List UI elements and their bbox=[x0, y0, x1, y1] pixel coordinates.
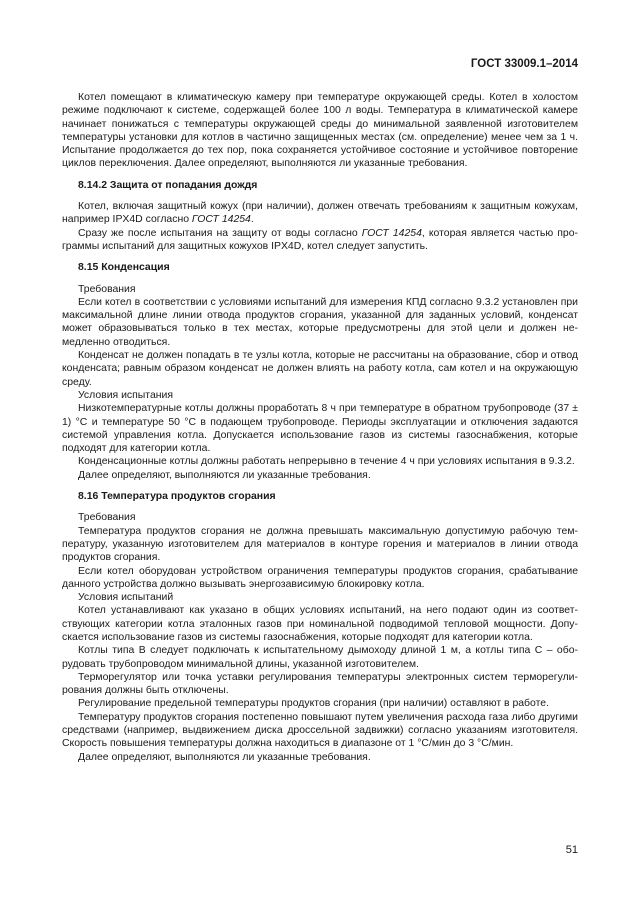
text-segment: Далее определяют, выполняются ли указанные требования. bbox=[78, 469, 371, 481]
page-number: 51 bbox=[565, 844, 578, 856]
text-segment: Требования bbox=[78, 283, 136, 295]
text-segment: Требования bbox=[78, 512, 136, 524]
paragraph bbox=[62, 455, 578, 468]
text-segment: Далее определяют, выполняются ли указанные требования. bbox=[78, 751, 371, 763]
text-segment: Терморегулятор или точка уставки регулирования температуры электронных систем терморегулирования должны быть отключены. bbox=[62, 671, 578, 697]
paragraph bbox=[62, 91, 578, 171]
text-segment: Котлы типа В следует подключать к испытательному дымоходу длиной 1 м, а котлы типа С – оборудовать трубопроводом минимальной длины, указанной изготовителем. bbox=[62, 645, 578, 670]
text-segment: Температуру продуктов сгорания постепенно повышают путем увеличения расхода газа либо другими средствами (например, выдвижением диска дроссельной задвижки) согласно указаниям изготовителя. Скорость повышения температуры должна находиться в диапазоне от 1 °С/мин до 3 °С/мин. bbox=[62, 711, 578, 750]
paragraph bbox=[62, 525, 578, 565]
text-segment: Конденсационные котлы должны работать непрерывно в течение 4 ч при условиях испытания в 9.3.2. bbox=[78, 456, 575, 468]
text-segment: Котел помещают в климатическую камеру при температуре окружающей среды. Котел в холостом режиме подключают к системе, содержащей более 100 л воды. Температура в климатической камере начинает понижаться с температуры окружающей среды до минимальной заявленной изготовителем температуры установки для котлов в частично защищенных местах (см. определение) менее чем за 1 ч. Испытание продолжается до тех пор, пока сохраняется устойчивое состояние и устойчивое повторение циклов переключения. Далее определяют, выполняются ли указанные требования. bbox=[62, 92, 578, 170]
paragraph bbox=[62, 604, 578, 644]
paragraph bbox=[62, 711, 578, 751]
paragraph bbox=[62, 296, 578, 349]
text-segment: Низкотемпературные котлы должны проработать 8 ч при температуре в обратном трубопроводе (37 ± 1) °С и температуре 50 °С в подающем трубопроводе. Периоды эксплуатации и отключения задаются системой управления котла. Допускается использование газов из системы газоснабжения, которые подходят для категории котла. bbox=[62, 403, 578, 455]
subsection-label bbox=[62, 283, 578, 296]
paragraph bbox=[62, 671, 578, 698]
standard-reference: ГОСТ 14254 bbox=[191, 214, 251, 226]
standard-reference: ГОСТ 14254 bbox=[361, 227, 422, 239]
paragraph bbox=[62, 565, 578, 592]
paragraph bbox=[62, 227, 578, 254]
paragraph bbox=[62, 200, 578, 227]
document-body bbox=[62, 91, 578, 764]
subsection-label bbox=[62, 591, 578, 604]
text-segment: Котел устанавливают как указано в общих условиях испытаний, на него подают один из соответствующих категории котла эталонных газов при номинальной подводимой тепловой мощности. Допускается использование газов из системы газоснабжения, которые подходят для категории котла. bbox=[62, 605, 578, 643]
paragraph bbox=[62, 469, 578, 482]
text-segment: Регулирование предельной температуры продуктов сгорания (при наличии) оставляют в работе. bbox=[78, 698, 549, 710]
text-segment: Температура продуктов сгорания не должна превышать максимальную допустимую рабочую температуру, указанную изготовителем для материалов в контуре горения и материалов в линии отвода продуктов сгорания. bbox=[62, 525, 578, 564]
section-heading bbox=[62, 179, 578, 192]
text-segment: 8.15 Конденсация bbox=[78, 262, 170, 274]
subsection-label bbox=[62, 389, 578, 402]
text-segment: Условия испытания bbox=[78, 389, 174, 401]
paragraph bbox=[62, 644, 578, 671]
text-segment: 8.14.2 Защита от попадания дождя bbox=[78, 179, 258, 191]
text-segment: , которая является частью программы испытаний для защитных кожухов IPX4D, котел следует запустить. bbox=[62, 227, 578, 252]
subsection-label bbox=[62, 511, 578, 524]
paragraph bbox=[62, 697, 578, 710]
text-segment: Условия испытаний bbox=[78, 592, 174, 604]
text-segment: Если котел в соответствии с условиями испытаний для измерения КПД согласно 9.3.2 установлен при максимальной длине линии отвода продуктов сгорания, указанной для заданных условий, конденсат может образовываться только в тех местах, которые предусмотрены для этой цели и должен немедленно отводиться. bbox=[62, 296, 578, 348]
section-heading bbox=[62, 490, 578, 503]
text-segment: Если котел оборудован устройством ограничения температуры продуктов сгорания, срабатывание данного устройства должно вызывать энергозависимую блокировку котла. bbox=[62, 565, 578, 590]
text-segment: . bbox=[250, 214, 254, 226]
paragraph bbox=[62, 349, 578, 389]
document-header: ГОСТ 33009.1–2014 bbox=[470, 58, 578, 70]
text-segment: Сразу же после испытания на защиту от воды согласно bbox=[78, 227, 362, 239]
section-heading bbox=[62, 261, 578, 274]
paragraph bbox=[62, 751, 578, 764]
text-segment: Котел, включая защитный кожух (при наличии), должен отвечать требованиям к защитным кожухам, например IPX4D согласно bbox=[62, 201, 578, 226]
text-segment: 8.16 Температура продуктов сгорания bbox=[78, 491, 276, 503]
paragraph bbox=[62, 402, 578, 455]
text-segment: Конденсат не должен попадать в те узлы котла, которые не рассчитаны на образование, сбор и отвод конденсата; равным образом конденсат не должен влиять на работу котла, сам котел и на окружающую среду. bbox=[62, 350, 578, 388]
